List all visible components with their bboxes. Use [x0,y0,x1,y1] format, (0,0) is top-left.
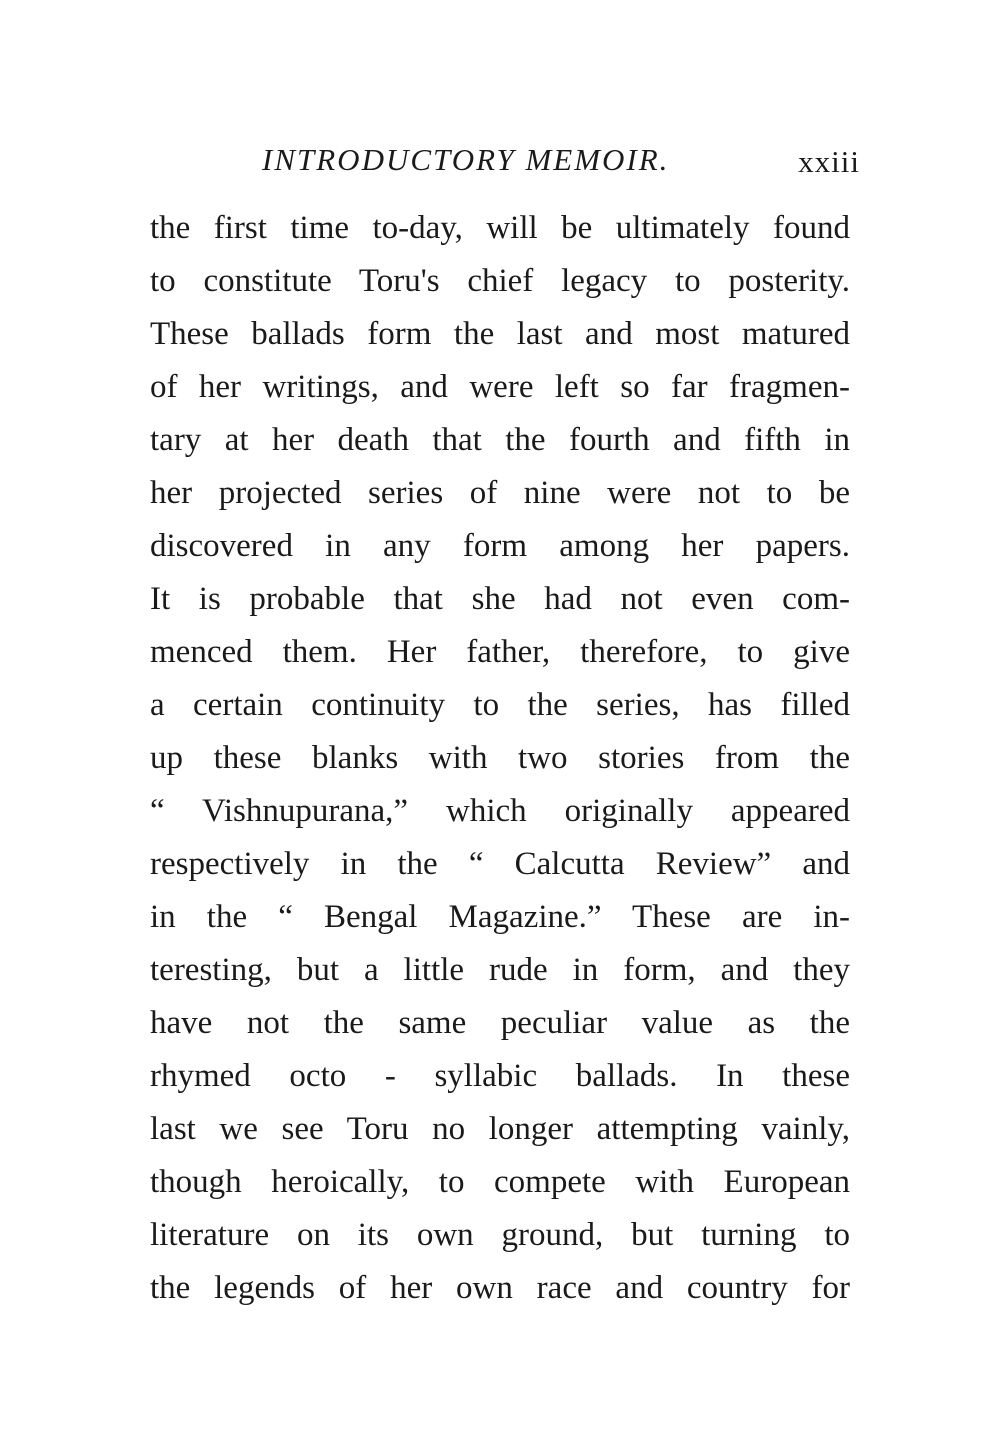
page-number: xxiii [798,144,860,179]
text-line: in the “ Bengal Magazine.” These are in- [150,899,850,935]
text-line: the first time to-day, will be ultimately found [150,210,850,246]
text-line: a certain continuity to the series, has filled [150,687,850,723]
text-line: though heroically, to compete with European [150,1164,850,1200]
text-line: It is probable that she had not even com- [150,581,850,617]
text-line: to constitute Toru's chief legacy to posterity. [150,263,850,299]
text-line: tary at her death that the fourth and fifth in [150,422,850,458]
text-line: menced them. Her father, therefore, to give [150,634,850,670]
text-line: last we see Toru no longer attempting vainly, [150,1111,850,1147]
text-line: discovered in any form among her papers. [150,528,850,564]
text-line: of her writings, and were left so far fragmen- [150,369,850,405]
text-line: her projected series of nine were not to be [150,475,850,511]
running-head [262,142,860,186]
text-line: rhymed octo - syllabic ballads. In these [150,1058,850,1094]
text-line: These ballads form the last and most matured [150,316,850,352]
text-line: the legends of her own race and country for [150,1270,850,1306]
text-line: teresting, but a little rude in form, and they [150,952,850,988]
text-line: have not the same peculiar value as the [150,1005,850,1041]
text-line: up these blanks with two stories from the [150,740,850,776]
running-title: INTRODUCTORY MEMOIR. [262,142,670,177]
text-line: literature on its own ground, but turning to [150,1217,850,1253]
text-line: “ Vishnupurana,” which originally appeared [150,793,850,829]
body-text [150,202,850,1315]
text-line: respectively in the “ Calcutta Review” and [150,846,850,882]
